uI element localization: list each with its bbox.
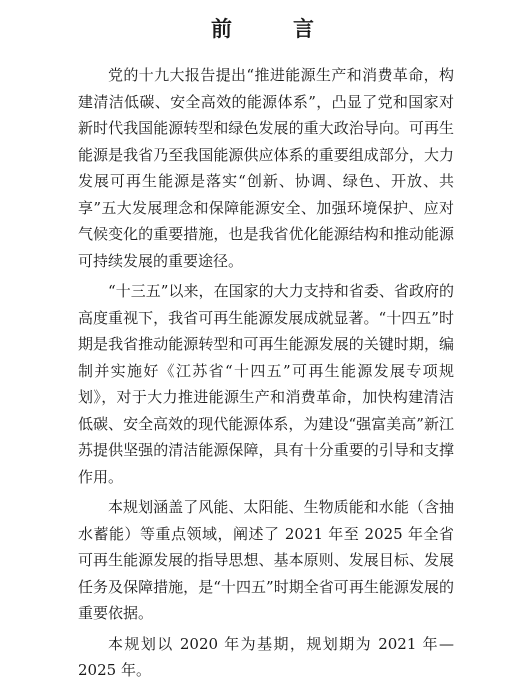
paragraph-3: 本规划涵盖了风能、太阳能、生物质能和水能（含抽水蓄能）等重点领域，阐述了 2021 年至 2025 年全省可再生能源发展的指导思想、基本原则、发展目标、发展任务及保障措施，是“十四五”时期全省可再生能源发展的重要依据。 (78, 498, 454, 622)
paragraph-4: 本规划以 2020 年为基期，规划期为 2021 年—2025 年。 (78, 634, 454, 679)
paragraph-1: 党的十九大报告提出“推进能源生产和消费革命，构建清洁低碳、安全高效的能源体系”，凸显了党和国家对新时代我国能源转型和绿色发展的重大政治导向。可再生能源是我省乃至我国能源供应体系的重要组成部分，大力发展可再生能源是落实“创新、协调、绿色、开放、共享”五大发展理念和保障能源安全、加强环境保护、应对气候变化的重要措施，也是我省优化能源结构和推动能源可持续发展的重要途径。 (78, 66, 454, 270)
page-title: 前 言 (211, 17, 334, 41)
paragraph-2: “十三五”以来，在国家的大力支持和省委、省政府的高度重视下，我省可再生能源发展成就显著。“十四五”时期是我省推动能源转型和可再生能源发展的关键时期，编制并实施好《江苏省“十四五”可再生能源发展专项规划》，对于大力推进能源生产和消费革命，加快构建清洁低碳、安全高效的现代能源体系，为建设“强富美高”新江苏提供坚强的清洁能源保障，具有十分重要的引导和支撑作用。 (78, 282, 454, 486)
document-body (78, 62, 454, 688)
